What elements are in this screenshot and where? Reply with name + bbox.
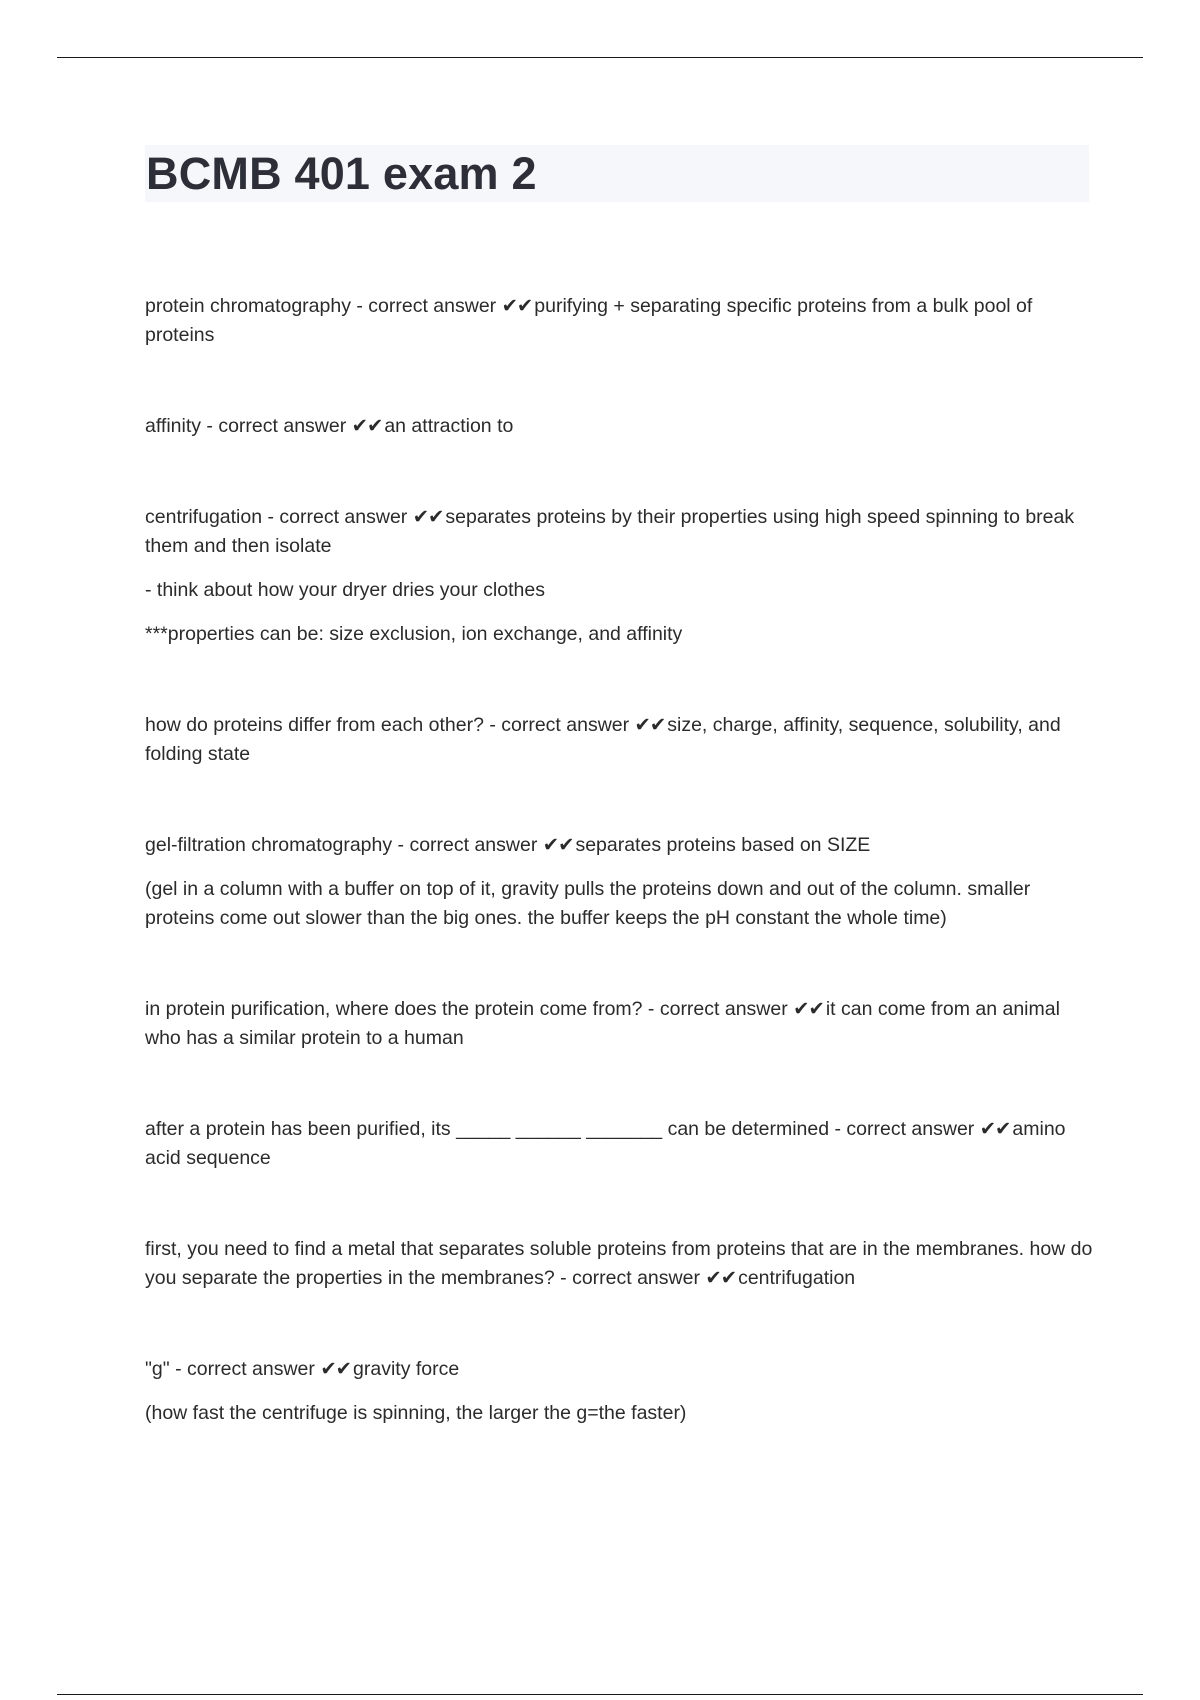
entry-question-answer [145,1115,1095,1173]
flashcard-entry [145,503,1095,649]
flashcard-entry [145,1115,1095,1173]
entry-question-answer [145,412,1095,441]
entry-note: - think about how your dryer dries your clothes [145,579,545,601]
entry-question-answer [145,831,1095,860]
entry-question-answer [145,503,1095,561]
entry-answer: amino acid sequence [145,1118,1066,1169]
bottom-divider [57,1694,1143,1695]
double-check-icon: ✔✔ [979,1118,1011,1140]
entry-question: in protein purification, where does the protein come from? - correct answer [145,998,788,1020]
entry-question: affinity - correct answer [145,415,347,437]
entry-answer: it can come from an animal who has a similar protein to a human [145,998,1060,1049]
entry-question-answer [145,292,1095,350]
flashcard-entry [145,995,1095,1053]
double-check-icon: ✔✔ [705,1267,737,1289]
entry-answer: an attraction to [384,415,514,437]
flashcard-entry [145,831,1095,933]
entry-question: "g" - correct answer [145,1358,315,1380]
entry-note: (how fast the centrifuge is spinning, the larger the g=the faster) [145,1402,687,1424]
entry-answer: separates proteins by their properties using high speed spinning to break them and then isolate [145,506,1075,557]
entry-answer: purifying + separating specific proteins from a bulk pool of proteins [145,295,1033,346]
entry-answer: separates proteins based on SIZE [575,834,871,856]
entry-answer: size, charge, affinity, sequence, solubility, and folding state [145,714,1061,765]
flashcard-entry [145,711,1095,769]
entry-note: ***properties can be: size exclusion, ion exchange, and affinity [145,623,683,645]
entry-question: how do proteins differ from each other? - correct answer [145,714,630,736]
entry-question: gel-filtration chromatography - correct answer [145,834,538,856]
entry-note: (gel in a column with a buffer on top of it, gravity pulls the proteins down and out of the column. smaller proteins come out slower than the big ones. the buffer keeps the pH constant the whole time) [145,878,1031,929]
top-divider [57,57,1143,58]
flashcard-entry [145,292,1095,350]
document-title: BCMB 401 exam 2 [146,147,537,199]
flashcard-entry [145,412,1095,441]
entry-question-answer [145,1355,1095,1384]
flashcard-entry [145,1355,1095,1428]
double-check-icon: ✔✔ [351,415,383,437]
double-check-icon: ✔✔ [320,1358,352,1380]
double-check-icon: ✔✔ [793,998,824,1020]
flashcard-list [145,292,1095,1490]
entry-question: after a protein has been purified, its _____ ______ _______ can be determined - correct answer [145,1118,975,1140]
entry-question-answer [145,711,1095,769]
entry-question: first, you need to find a metal that separates soluble proteins from proteins that are in the membranes. how do you separate the properties in the membranes? - correct answer [145,1238,1093,1289]
entry-answer: centrifugation [738,1267,856,1289]
double-check-icon: ✔✔ [412,506,444,528]
title-banner [145,145,1089,202]
double-check-icon: ✔✔ [634,714,666,736]
entry-question: centrifugation - correct answer [145,506,408,528]
entry-question-answer [145,1235,1095,1293]
entry-answer: gravity force [353,1358,460,1380]
entry-question: protein chromatography - correct answer [145,295,497,317]
double-check-icon: ✔✔ [501,295,533,317]
flashcard-entry [145,1235,1095,1293]
double-check-icon: ✔✔ [542,834,574,856]
entry-question-answer [145,995,1095,1053]
